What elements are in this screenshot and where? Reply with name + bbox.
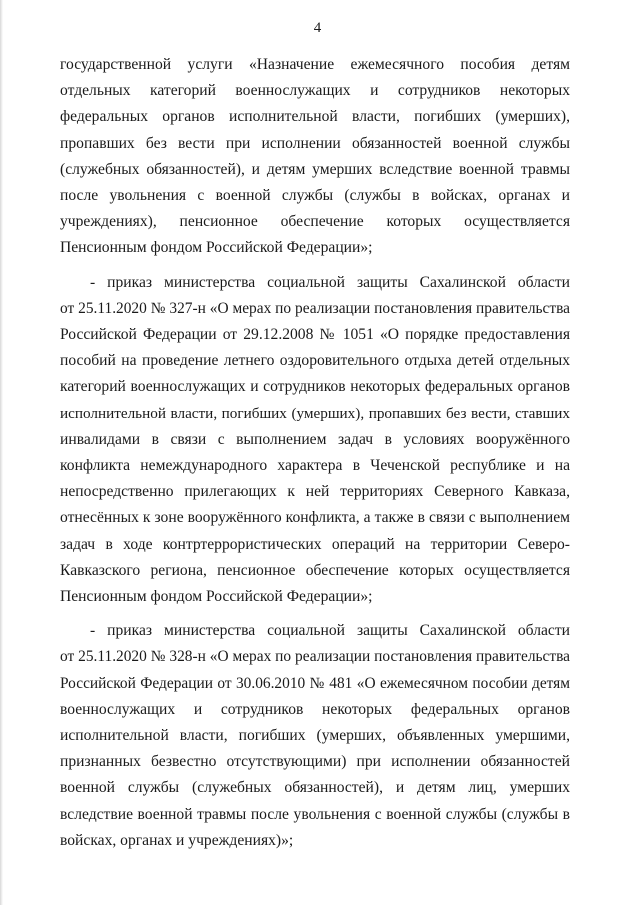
text-line: Пенсионным фондом Российской Федерации»; bbox=[60, 239, 373, 257]
text-line: от 25.11.2020 № 328-н «О мерах по реализации постановления правительства bbox=[60, 648, 570, 666]
text-line: отдельных категорий военнослужащих и сотрудников некоторых bbox=[60, 82, 570, 100]
text-line: военнослужащих и сотрудников некоторых федеральных органов bbox=[60, 700, 570, 718]
text-line: Российской Федерации от 29.12.2008 № 1051 «О порядке предоставления bbox=[60, 326, 570, 344]
text-line: Пенсионным фондом Российской Федерации»; bbox=[60, 588, 373, 606]
text-line: от 25.11.2020 № 327-н «О мерах по реализации постановления правительства bbox=[60, 299, 570, 317]
text-line: пропавших без вести при исполнении обязанностей военной службы bbox=[60, 134, 570, 152]
text-line: федеральных органов исполнительной власти, погибших (умерших), bbox=[60, 108, 570, 126]
text-line: (служебных обязанностей), и детям умерших вследствие военной травмы bbox=[60, 160, 570, 178]
text-line: исполнительной власти, погибших (умерших, объявленных умершими, bbox=[60, 727, 570, 745]
scan-edge-shadow bbox=[0, 0, 3, 905]
document-body bbox=[60, 52, 570, 854]
paragraph-1 bbox=[60, 52, 570, 262]
text-line: пособий на проведение летнего оздоровительного отдыха детей отдельных bbox=[60, 352, 570, 370]
text-line: вследствие военной травмы после увольнения с военной службы (службы в bbox=[60, 805, 570, 823]
text-line: Кавказского региона, пенсионное обеспечение которых осуществляется bbox=[60, 561, 570, 579]
text-line: - приказ министерства социальной защиты Сахалинской области bbox=[90, 622, 570, 640]
text-line: военной службы (служебных обязанностей), и детям лиц, умерших bbox=[60, 779, 570, 797]
text-line: - приказ министерства социальной защиты Сахалинской области bbox=[90, 273, 570, 291]
text-line: учреждениях), пенсионное обеспечение которых осуществляется bbox=[60, 213, 570, 231]
text-line: категорий военнослужащих и сотрудников некоторых федеральных органов bbox=[60, 378, 570, 396]
text-line: непосредственно прилегающих к ней территориях Северного Кавказа, bbox=[60, 483, 570, 501]
paragraph-2 bbox=[60, 270, 570, 611]
page-number: 4 bbox=[313, 20, 322, 36]
text-line: отнесённых к зоне вооружённого конфликта, а также в связи с выполнением bbox=[60, 509, 570, 527]
text-line: инвалидами в связи с выполнением задач в условиях вооружённого bbox=[60, 430, 570, 448]
text-line: задач в ходе контртеррористических операций на территории Северо- bbox=[60, 535, 570, 553]
text-line: исполнительной власти, погибших (умерших), пропавших без вести, ставших bbox=[60, 404, 570, 422]
text-line: государственной услуги «Назначение ежемесячного пособия детям bbox=[60, 56, 570, 73]
text-line: после увольнения с военной службы (службы в войсках, органах и bbox=[60, 187, 570, 205]
text-line: признанных безвестно отсутствующими) при исполнении обязанностей bbox=[60, 753, 570, 771]
text-line: Российской Федерации от 30.06.2010 № 481 «О ежемесячном пособии детям bbox=[60, 674, 570, 692]
paragraph-3 bbox=[60, 618, 570, 854]
text-line: конфликта немеждународного характера в Чеченской республике и на bbox=[60, 457, 570, 475]
text-line: войсках, органах и учреждениях)»; bbox=[60, 831, 294, 849]
